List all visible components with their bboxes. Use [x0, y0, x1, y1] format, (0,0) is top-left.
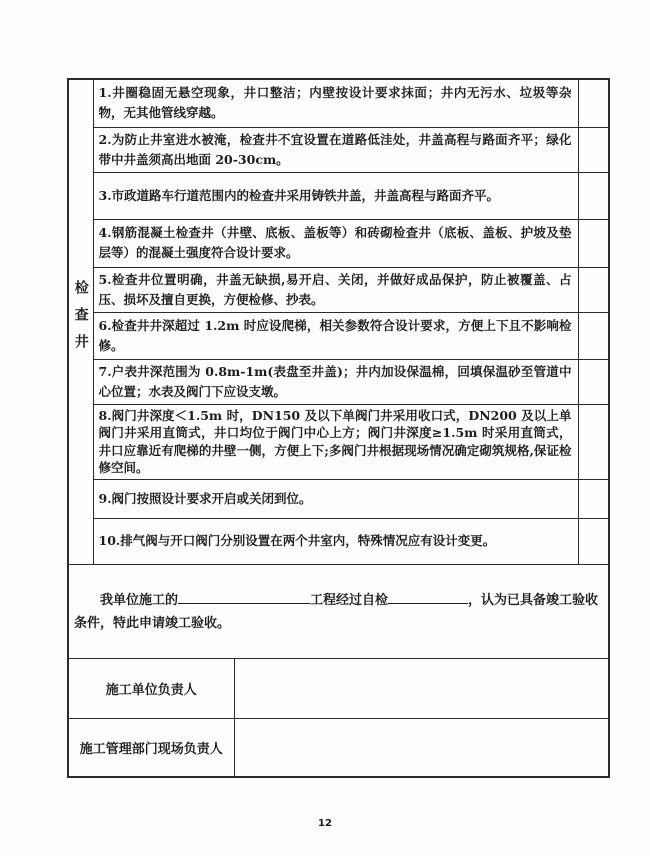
checklist-row — [69, 479, 608, 518]
checklist-item-1: 1.井圈稳固无悬空现象，井口整洁；内壁按设计要求抹面；井内无污水、垃圾等杂物，无其他管线穿越。 — [93, 80, 578, 127]
checklist-item-7: 7.户表井深范围为 0.8m-1m(表盘至井盖)；井内加设保温棉，回填保温砂至管道中心位置；水表及阀门下应设支墩。 — [93, 359, 578, 404]
check-cell-3 — [578, 172, 608, 219]
signature-table — [69, 659, 608, 776]
checklist-row — [69, 80, 608, 127]
checklist-table — [69, 80, 608, 564]
declaration-text — [74, 589, 600, 635]
inspection-result-blank — [388, 590, 468, 604]
self-inspection-declaration — [69, 564, 608, 659]
checklist-row — [69, 359, 608, 404]
construction-unit-leader-label: 施工单位负责人 — [69, 659, 234, 718]
check-cell-7 — [578, 359, 608, 404]
inspection-checklist-form — [67, 78, 610, 778]
checklist-item-10: 10.排气阀与开口阀门分别设置在两个井室内，特殊情况应有设计变更。 — [93, 518, 578, 564]
check-cell-1 — [578, 80, 608, 127]
check-cell-4 — [578, 219, 608, 267]
section-header-cell — [69, 80, 93, 564]
checklist-item-3: 3.市政道路车行道范围内的检查井采用铸铁井盖，井盖高程与路面齐平。 — [93, 172, 578, 219]
checklist-row — [69, 312, 608, 359]
signature-row — [69, 718, 608, 776]
checklist-row — [69, 518, 608, 564]
checklist-item-5: 5.检查井位置明确，井盖无缺损,易开启、关闭，并做好成品保护，防止被覆盖、占压、损坏及擅自更换，方便检修、抄表。 — [93, 267, 578, 312]
check-cell-8 — [578, 404, 608, 479]
checklist-row — [69, 172, 608, 219]
site-manager-signature-cell — [234, 718, 608, 776]
checklist-item-2: 2.为防止井室进水被淹，检查井不宜设置在道路低洼处，井盖高程与路面齐平；绿化带中井盖须高出地面 20-30cm。 — [93, 127, 578, 172]
construction-unit-leader-signature-cell — [234, 659, 608, 718]
checklist-item-9: 9.阀门按照设计要求开启或关闭到位。 — [93, 479, 578, 518]
check-cell-9 — [578, 479, 608, 518]
section-label: 检查井 — [72, 279, 89, 361]
signature-row — [69, 659, 608, 718]
declaration-part1: 我单位施工的 — [100, 592, 179, 608]
checklist-row — [69, 219, 608, 267]
check-cell-5 — [578, 267, 608, 312]
site-manager-label: 施工管理部门现场负责人 — [69, 718, 234, 776]
project-name-blank — [178, 590, 310, 604]
checklist-item-6: 6.检查井井深超过 1.2m 时应设爬梯，相关参数符合设计要求，方便上下且不影响检修。 — [93, 312, 578, 359]
checklist-row — [69, 127, 608, 172]
declaration-part2: 工程经过自检 — [310, 592, 389, 608]
checklist-row — [69, 267, 608, 312]
check-cell-2 — [578, 127, 608, 172]
page-number: 12 — [318, 818, 332, 829]
declaration-part3: ，认为已具备竣工验收条件，特此申请竣工验收。 — [74, 592, 599, 631]
checklist-item-4: 4.钢筋混凝土检查井（井壁、底板、盖板等）和砖砌检查井（底板、盖板、护坡及垫层等）的混凝土强度符合设计要求。 — [93, 219, 578, 267]
checklist-row — [69, 404, 608, 479]
check-cell-10 — [578, 518, 608, 564]
check-cell-6 — [578, 312, 608, 359]
checklist-item-8: 8.阀门井深度＜1.5m 时，DN150 及以下单阀门井采用收口式，DN200 及以上单阀门井采用直筒式，井口均位于阀门中心上方；阀门井深度≥1.5m 时采用直筒式，井口应靠近有爬梯的井壁一侧，方便上下;多阀门井根据现场情况确定砌筑规格,保证检修空间。 — [93, 404, 578, 479]
